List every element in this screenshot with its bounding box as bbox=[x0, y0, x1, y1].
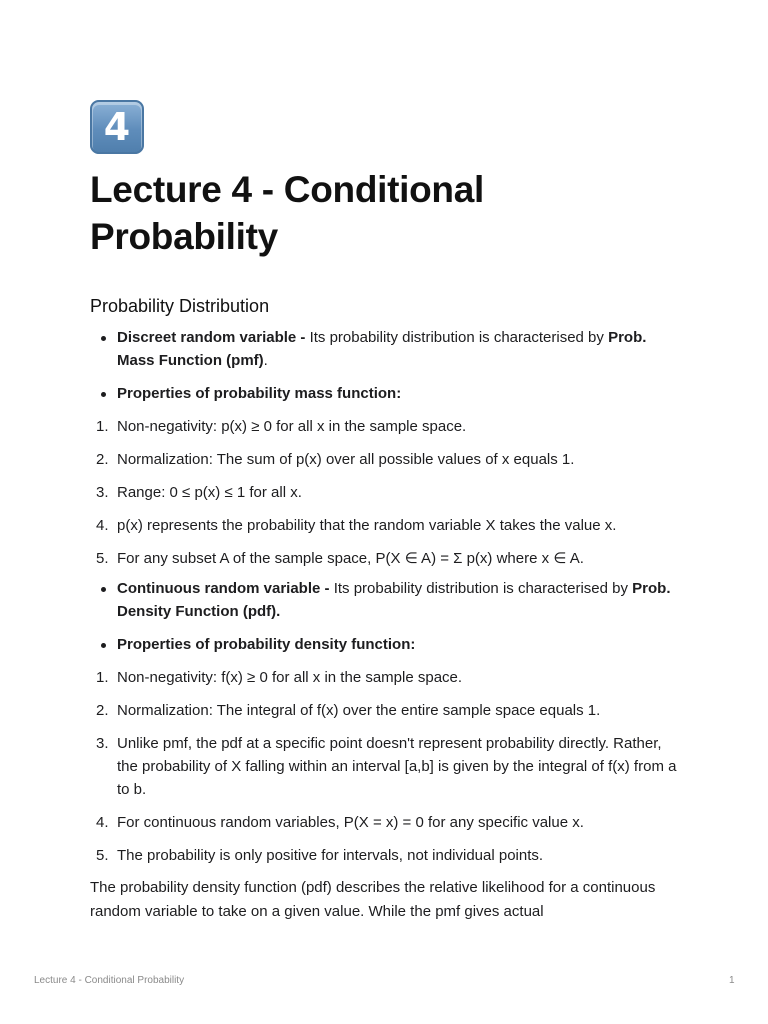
item-number: 1. bbox=[96, 669, 109, 686]
list-item bbox=[90, 811, 680, 834]
list-item bbox=[90, 699, 680, 722]
list-item bbox=[90, 382, 680, 405]
item-text: Normalization: The integral of f(x) over the entire sample space equals 1. bbox=[117, 702, 601, 719]
list-item bbox=[90, 577, 680, 623]
list-item bbox=[90, 547, 680, 570]
item-text: Non-negativity: f(x) ≥ 0 for all x in the sample space. bbox=[117, 669, 463, 686]
item-number: 2. bbox=[96, 702, 109, 719]
bold-term: Continuous random variable - bbox=[117, 580, 330, 597]
bold-term: Prob. Mass Function (pmf) bbox=[117, 329, 647, 369]
item-text: For continuous random variables, P(X = x) = 0 for any specific value x. bbox=[117, 814, 584, 831]
item-text: Non-negativity: p(x) ≥ 0 for all x in the sample space. bbox=[117, 418, 467, 435]
item-text: . bbox=[263, 352, 268, 369]
item-number: 3. bbox=[96, 735, 109, 752]
item-text: p(x) represents the probability that the random variable X takes the value x. bbox=[117, 517, 617, 534]
list-item bbox=[90, 448, 680, 471]
footer-page-number: 1 bbox=[729, 975, 735, 986]
item-text: Normalization: The sum of p(x) over all possible values of x equals 1. bbox=[117, 451, 575, 468]
pdf-properties-list bbox=[90, 666, 680, 867]
bold-term: Prob. Density Function (pdf). bbox=[117, 580, 671, 620]
list-item bbox=[90, 666, 680, 689]
section-heading: Probability Distribution bbox=[90, 296, 270, 316]
list-item bbox=[90, 633, 680, 656]
list-item bbox=[90, 732, 680, 801]
pmf-properties-list bbox=[90, 415, 680, 570]
item-number: 3. bbox=[96, 484, 109, 501]
item-number: 4. bbox=[96, 517, 109, 534]
item-text: Unlike pmf, the pdf at a specific point doesn't represent probability directly. Rather, the probability of X falling within an interval [a,b] is given by the integral of f(x) from a to b. bbox=[117, 735, 677, 798]
footer-document-title: Lecture 4 - Conditional Probability bbox=[34, 975, 185, 986]
keycap-number: 4 bbox=[103, 105, 131, 149]
item-text: Its probability distribution is characterised by bbox=[305, 329, 609, 346]
item-text: For any subset A of the sample space, P(X ∈ A) = Σ p(x) where x ∈ A. bbox=[117, 550, 584, 567]
item-number: 4. bbox=[96, 814, 109, 831]
keycap-4-icon bbox=[90, 100, 144, 154]
body-paragraph: The probability density function (pdf) describes the relative likelihood for a continuous random variable to take on a given value. While the pmf gives actual bbox=[90, 879, 656, 920]
list-item bbox=[90, 415, 680, 438]
bold-term: Properties of probability mass function: bbox=[117, 385, 402, 402]
list-item bbox=[90, 481, 680, 504]
item-text: The probability is only positive for intervals, not individual points. bbox=[117, 847, 544, 864]
list-item bbox=[90, 844, 680, 867]
pdf-bullet-list bbox=[90, 577, 680, 656]
item-number: 5. bbox=[96, 550, 109, 567]
bold-term: Properties of probability density function: bbox=[117, 636, 416, 653]
pmf-bullet-list bbox=[90, 326, 680, 405]
page-title: Lecture 4 - Conditional Probability bbox=[90, 169, 484, 257]
item-number: 2. bbox=[96, 451, 109, 468]
item-text: Range: 0 ≤ p(x) ≤ 1 for all x. bbox=[117, 484, 302, 501]
page-content bbox=[90, 100, 680, 924]
list-item bbox=[90, 514, 680, 537]
item-text: Its probability distribution is characterised by bbox=[329, 580, 633, 597]
item-number: 5. bbox=[96, 847, 109, 864]
bold-term: Discreet random variable - bbox=[117, 329, 306, 346]
list-item bbox=[90, 326, 680, 372]
item-number: 1. bbox=[96, 418, 109, 435]
